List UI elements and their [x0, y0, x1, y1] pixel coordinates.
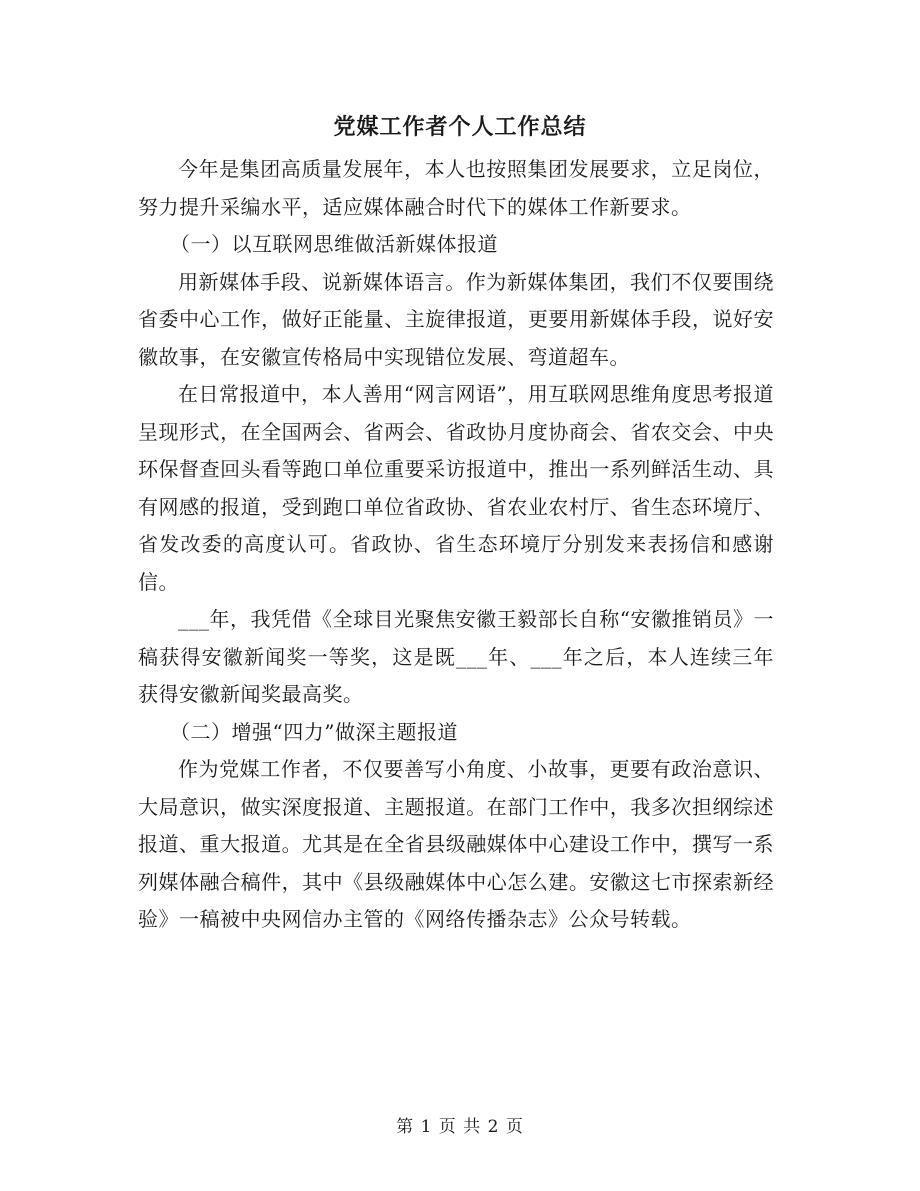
section-heading-1: （一）以互联网思维做活新媒体报道	[170, 232, 498, 256]
paragraph-award: ___年，我凭借《全球目光聚焦安徽王毅部长自称“安徽推销员》一稿获得安徽新闻奖一等奖，这是既___年、___年之后，本人连续三年获得安徽新闻奖最高奖。	[138, 607, 774, 706]
paragraph-daily-reporting: 在日常报道中，本人善用“网言网语”，用互联网思维角度思考报道呈现形式，在全国两会、省两会、省政协月度协商会、省农交会、中央环保督查回头看等跑口单位重要采访报道中，推出一系列鲜活生动、具有网感的报道，受到跑口单位省政协、省农业农村厅、省生态环境厅、省发改委的高度认可。省政协、省生态环境厅分别发来表扬信和感谢信。	[138, 382, 774, 594]
section-heading-2: （二）增强“四力”做深主题报道	[170, 719, 458, 744]
document-title: 党媒工作者个人工作总结	[333, 114, 587, 140]
paragraph-intro: 今年是集团高质量发展年，本人也按照集团发展要求，立足岗位，努力提升采编水平，适应媒体融合时代下的媒体工作新要求。	[138, 157, 774, 219]
paragraph-theme-reporting: 作为党媒工作者，不仅要善写小角度、小故事，更要有政治意识、大局意识，做实深度报道、主题报道。在部门工作中，我多次担纲综述报道、重大报道。尤其是在全省县级融媒体中心建设工作中，撰写一系列媒体融合稿件，其中《县级融媒体中心怎么建。安徽这七市探索新经验》一稿被中央网信办主管的《网络传播杂志》公众号转载。	[138, 757, 774, 931]
paragraph-new-media: 用新媒体手段、说新媒体语言。作为新媒体集团，我们不仅要围绕省委中心工作，做好正能量、主旋律报道，更要用新媒体手段，说好安徽故事，在安徽宣传格局中实现错位发展、弯道超车。	[138, 269, 774, 369]
page-number-footer: 第 1 页 共 2 页	[396, 1117, 524, 1137]
document-body	[138, 151, 774, 939]
